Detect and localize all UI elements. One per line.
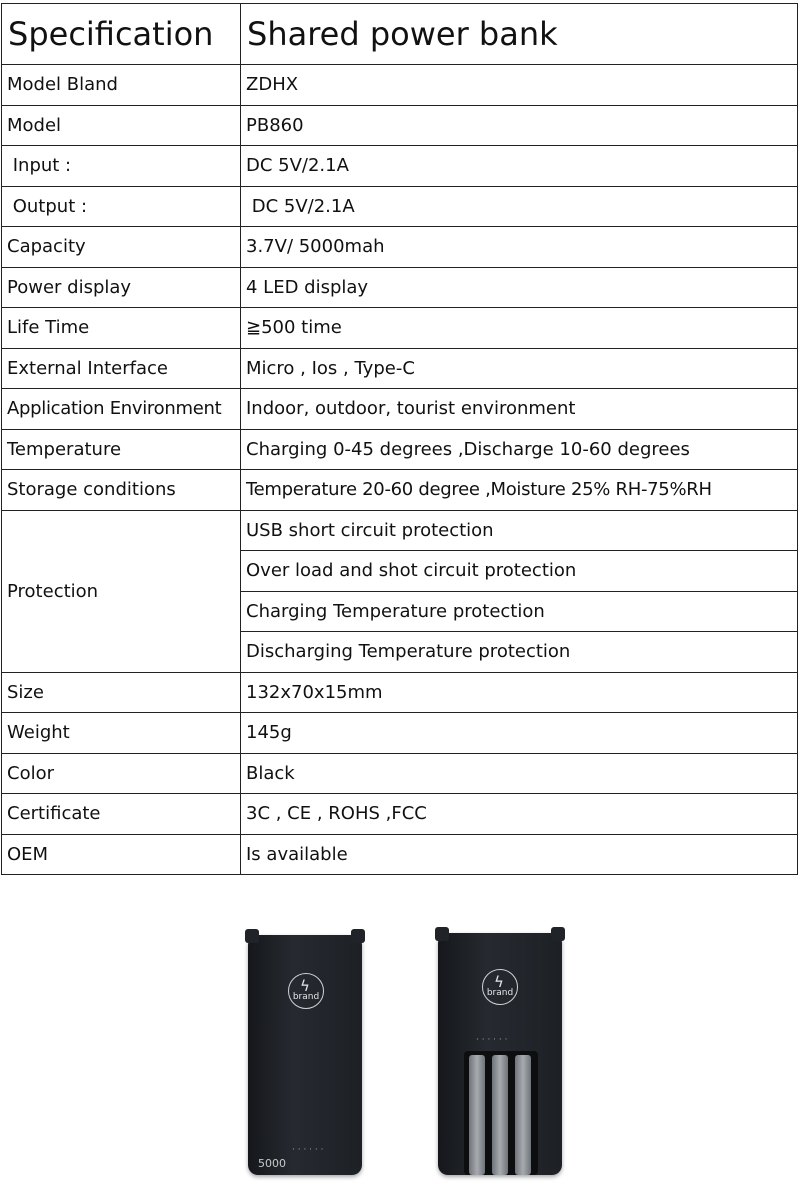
product-images bbox=[0, 895, 800, 1194]
row-value: 4 LED display bbox=[241, 267, 798, 308]
table-row bbox=[2, 672, 798, 713]
row-value: Charging 0-45 degrees ,Discharge 10-60 degrees bbox=[241, 429, 798, 470]
row-value: Micro , Ios , Type-C bbox=[241, 348, 798, 389]
row-value: DC 5V/2.1A bbox=[241, 186, 798, 227]
row-value: Temperature 20-60 degree ,Moisture 25% RH-75%RH bbox=[241, 470, 798, 511]
table-row bbox=[2, 470, 798, 511]
spec-print: · · · · · · bbox=[292, 1145, 324, 1155]
table-row bbox=[2, 65, 798, 106]
table-row bbox=[2, 186, 798, 227]
row-label: Life Time bbox=[2, 308, 241, 349]
row-value: Black bbox=[241, 753, 798, 794]
row-label: External Interface bbox=[2, 348, 241, 389]
header-specification: Specification bbox=[2, 4, 241, 65]
protection-value: Charging Temperature protection bbox=[241, 591, 798, 632]
table-row bbox=[2, 146, 798, 187]
protection-label: Protection bbox=[2, 510, 241, 672]
row-label: Model bbox=[2, 105, 241, 146]
table-row bbox=[2, 389, 798, 430]
row-label: OEM bbox=[2, 834, 241, 875]
table-row bbox=[2, 834, 798, 875]
row-label: Power display bbox=[2, 267, 241, 308]
corner-tab bbox=[435, 927, 449, 941]
cable-type-c bbox=[515, 1055, 531, 1175]
row-value: 145g bbox=[241, 713, 798, 754]
table-row bbox=[2, 308, 798, 349]
bolt-icon: ϟ bbox=[494, 973, 504, 991]
row-value: 132x70x15mm bbox=[241, 672, 798, 713]
row-label: Certificate bbox=[2, 794, 241, 835]
table-row bbox=[2, 713, 798, 754]
table-row bbox=[2, 267, 798, 308]
row-value: 3C , CE , ROHS ,FCC bbox=[241, 794, 798, 835]
table-row bbox=[2, 348, 798, 389]
row-value: ≧500 time bbox=[241, 308, 798, 349]
row-label: Temperature bbox=[2, 429, 241, 470]
row-label: Color bbox=[2, 753, 241, 794]
row-value: Indoor, outdoor, tourist environment bbox=[241, 389, 798, 430]
row-label: Size bbox=[2, 672, 241, 713]
row-label: Output : bbox=[2, 186, 241, 227]
spec-print: · · · · · · bbox=[476, 1035, 508, 1045]
protection-value: USB short circuit protection bbox=[241, 510, 798, 551]
row-value: DC 5V/2.1A bbox=[241, 146, 798, 187]
cable-micro bbox=[469, 1055, 485, 1175]
row-label: Storage conditions bbox=[2, 470, 241, 511]
table-row bbox=[2, 227, 798, 268]
table-row bbox=[2, 753, 798, 794]
row-label: Capacity bbox=[2, 227, 241, 268]
table-row bbox=[2, 105, 798, 146]
row-label: Model Bland bbox=[2, 65, 241, 106]
table-header-row bbox=[2, 4, 798, 65]
row-label: Application Environment bbox=[2, 389, 241, 430]
brand-logo-text: brand bbox=[486, 988, 514, 998]
row-label: Input : bbox=[2, 146, 241, 187]
table-row-protection bbox=[2, 510, 798, 551]
brand-logo-text: brand bbox=[292, 992, 320, 1002]
power-bank-cables-image bbox=[438, 933, 562, 1175]
row-value: 3.7V/ 5000mah bbox=[241, 227, 798, 268]
protection-value: Over load and shot circuit protection bbox=[241, 551, 798, 592]
capacity-print: 5000 bbox=[258, 1157, 286, 1170]
table-row bbox=[2, 794, 798, 835]
cable-ios bbox=[492, 1055, 508, 1175]
bolt-icon: ϟ bbox=[300, 977, 310, 995]
spec-table bbox=[1, 3, 798, 875]
corner-tab bbox=[551, 927, 565, 941]
brand-logo bbox=[482, 969, 518, 1005]
protection-value: Discharging Temperature protection bbox=[241, 632, 798, 673]
row-value: ZDHX bbox=[241, 65, 798, 106]
brand-logo bbox=[288, 973, 324, 1009]
header-product: Shared power bank bbox=[241, 4, 798, 65]
power-bank-front-image bbox=[248, 935, 362, 1175]
row-value: PB860 bbox=[241, 105, 798, 146]
corner-tab bbox=[245, 929, 259, 943]
corner-tab bbox=[351, 929, 365, 943]
row-label: Weight bbox=[2, 713, 241, 754]
table-row bbox=[2, 429, 798, 470]
row-value: Is available bbox=[241, 834, 798, 875]
